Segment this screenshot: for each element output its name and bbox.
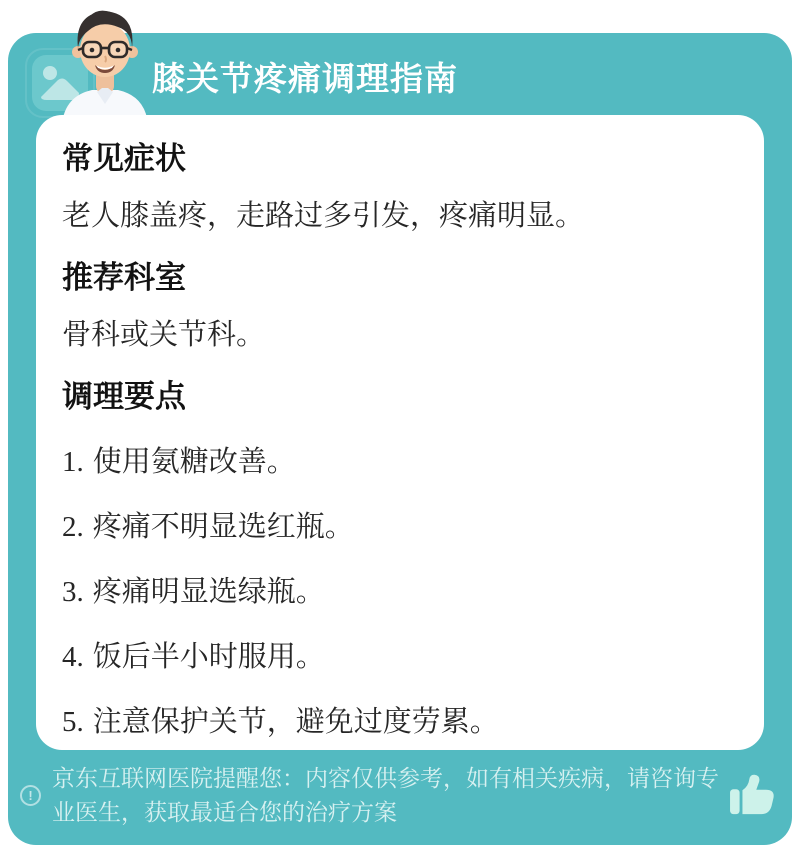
list-item-number: 2. [62,511,84,543]
list-item [62,510,738,545]
list-item-text: 疼痛不明显选红瓶。 [92,511,354,543]
section-body-department: 骨科或关节科。 [62,319,266,351]
list-item [62,575,738,610]
guide-panel [8,33,792,845]
doctor-avatar [50,4,160,124]
doctor-avatar-graphic [50,4,160,124]
thumbs-up-glyph [729,774,775,816]
section-heading-symptoms: 常见症状 [62,141,186,176]
list-item-text: 使用氨糖改善。 [92,446,296,478]
list-item-number: 5. [62,706,84,738]
list-item-number: 1. [62,446,84,478]
section-heading-department: 推荐科室 [62,260,186,295]
list-item-number: 4. [62,641,84,673]
thumbs-up-icon[interactable] [729,774,775,816]
section-heading-tips: 调理要点 [62,379,186,414]
page-title: 膝关节疼痛调理指南 [152,60,458,97]
disclaimer-text: 京东互联网医院提醒您：内容仅供参考，如有相关疾病，请咨询专业医生，获取最适合您的治疗方案 [52,765,719,825]
list-item-text: 注意保护关节，避免过度劳累。 [92,706,499,738]
list-item-text: 疼痛明显选绿瓶。 [92,576,325,608]
list-item-number: 3. [62,576,84,608]
tips-list [62,445,738,740]
list-item [62,705,738,740]
list-item [62,640,738,675]
list-item [62,445,738,480]
content-card [36,115,764,750]
section-body-symptoms: 老人膝盖疼，走路过多引发，疼痛明显。 [62,200,585,232]
info-icon: ! [20,785,41,806]
list-item-text: 饭后半小时服用。 [92,641,325,673]
disclaimer-footer [20,761,780,829]
